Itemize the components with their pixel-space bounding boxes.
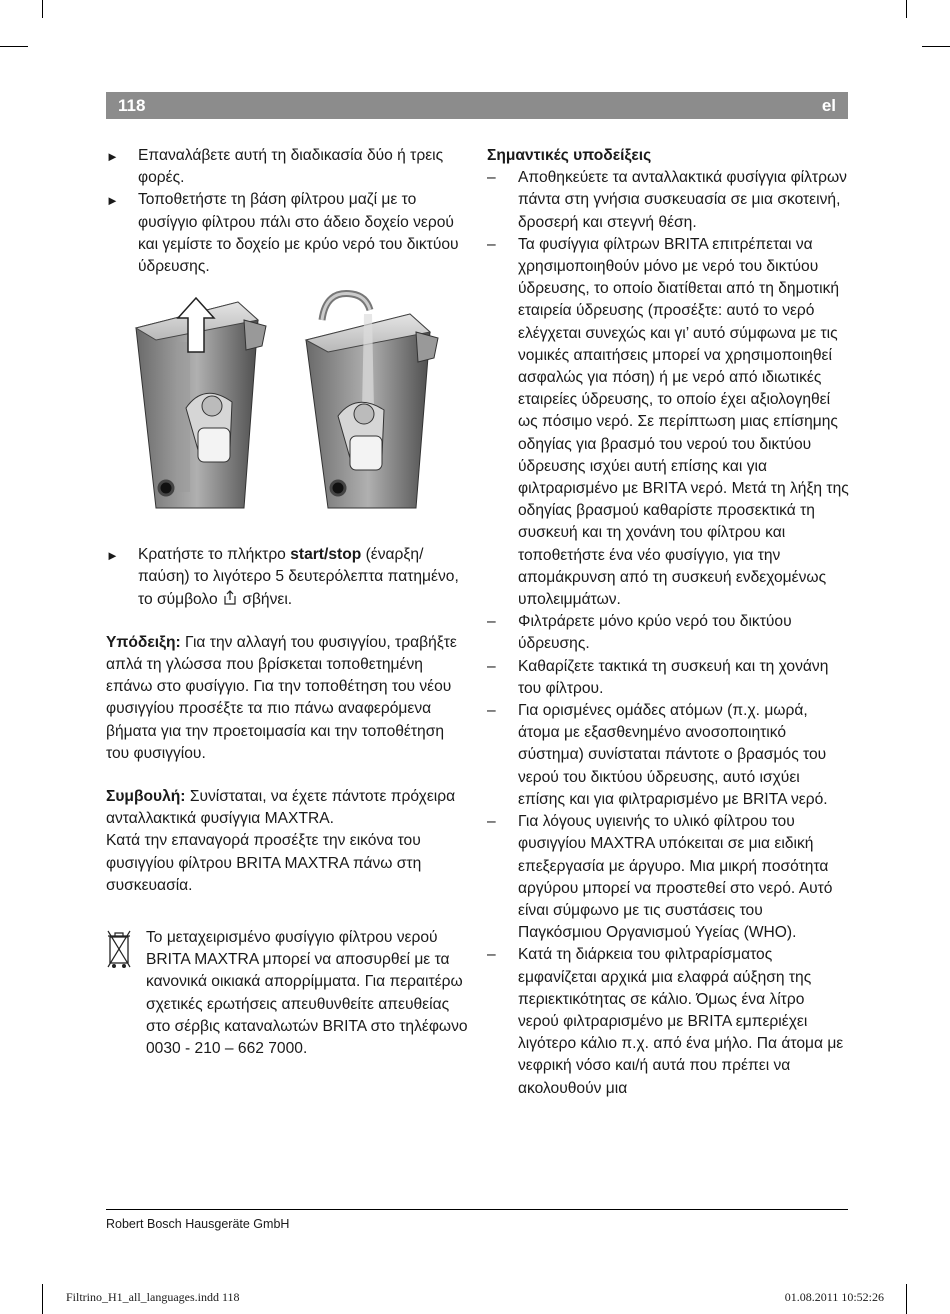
instruction-step (106, 145, 468, 189)
crop-mark (42, 1284, 43, 1314)
tip-text: Συνίσταται, να έχετε πάντοτε πρόχειρα ανταλλακτικά φυσίγγια MAXTRA. (106, 788, 456, 828)
dash: – (487, 702, 496, 720)
step-text: Επαναλάβετε αυτή τη διαδικασία δύο ή τρεις φορές. (138, 147, 444, 187)
list-item (487, 611, 849, 655)
list-item-text: Φιλτράρετε μόνο κρύο νερό του δικτύου ύδρευσης. (518, 613, 792, 653)
page-header-bar (106, 92, 848, 119)
list-item-text: Για ορισμένες ομάδες ατόμων (π.χ. μωρά, άτομα με εξασθενημένο ανοσοποιητικό σύστημα) συνίσταται πάντοτε ο βρασμός του νερού του δικτύου ύδρευσης, αυτό ισχύει επίσης και για φιλτραρισμένο με BRITA νερό. (518, 702, 828, 808)
crop-mark (906, 0, 907, 18)
step-text: Τοποθετήστε τη βάση φίλτρου μαζί με το φυσίγγιο φίλτρου πάλι στο άδειο δοχείο νερού και γεμίστε το δοχείο με κρύο νερό του δικτύου ύδρευσης. (138, 191, 459, 276)
hint-label: Υπόδειξη: (106, 633, 181, 651)
dash: – (487, 946, 496, 964)
dash: – (487, 169, 496, 187)
dash: – (487, 235, 496, 253)
tip-label: Συμβουλή: (106, 788, 186, 806)
instruction-step (106, 544, 468, 611)
list-item (487, 234, 849, 611)
list-item-text: Καθαρίζετε τακτικά τη συσκευή και τη χονάνη του φίλτρου. (518, 657, 829, 697)
instruction-step (106, 189, 468, 278)
step-text-pre: Κρατήστε το πλήκτρο (138, 546, 291, 564)
dash: – (487, 613, 496, 631)
bullet-arrow: ► (106, 548, 119, 564)
dash: – (487, 813, 496, 831)
disposal-note (106, 927, 468, 1060)
step-text-post: σβήνει. (238, 590, 293, 608)
language-code: el (821, 96, 836, 115)
list-item-text: Κατά τη διάρκεια του φιλτραρίσματος εμφανίζεται αρχικά μια ελαφρά αύξηση της περιεκτικότητας σε κάλιο. Όμως ένα λίτρο νερού φιλτραρισμένο με BRITA εμπεριέχει λιγότερο κάλιο π.χ. από ένα μήλο. Πα άτομα με νεφρική νόσο και/ή αυτά που πρέπει να ακολουθούν μια (518, 946, 844, 1097)
start-stop-symbol-icon (222, 590, 238, 606)
filter-illustration (116, 290, 468, 526)
bullet-arrow: ► (106, 193, 119, 209)
crop-mark (906, 1284, 907, 1314)
company-name: Robert Bosch Hausgeräte GmbH (106, 1217, 290, 1231)
hint-text: Για την αλλαγή του φυσιγγίου, τραβήξτε απλά τη γλώσσα που βρίσκεται τοποθετημένη επάνω στο φυσίγγιο. Για την τοποθέτηση του νέου φυσιγγίου προσέξτε τα πιο πάνω αναφερόμενα βήματα για την προετοιμασία και την τοποθέτηση του φυσιγγίου. (106, 633, 457, 762)
list-item (487, 700, 849, 811)
tip-paragraph (106, 786, 468, 830)
crop-mark (0, 46, 28, 47)
step-text (138, 544, 468, 611)
step-text-mid: (έναρξη/παύση) το λιγότερο 5 δευτερόλεπτα πατημένο, το σύμβολο (138, 546, 459, 608)
start-stop-key-label: start/stop (290, 546, 362, 564)
list-item (487, 944, 849, 1099)
page-footer (106, 1209, 848, 1231)
hint-paragraph (106, 632, 468, 765)
dash: – (487, 657, 496, 675)
crop-mark (922, 46, 950, 47)
important-notes-heading: Σημαντικές υποδείξεις (487, 147, 652, 164)
list-item (487, 656, 849, 700)
bullet-arrow: ► (106, 149, 119, 164)
disposal-text: Το μεταχειρισμένο φυσίγγιο φίλτρου νερού BRITA MAXTRA μπορεί να αποσυρθεί με τα κανονικά οικιακά απορρίμματα. Για περαιτέρω σχετικές ερωτήσεις απευθυνθείτε απευθείας στο σέρβις καταναλωτών BRITA στο τηλέφωνο 0030 - 210 – 662 7000. (146, 929, 468, 1058)
list-item-text: Αποθηκεύετε τα ανταλλακτικά φυσίγγια φίλτρων πάντα στη γνήσια συσκευασία σε μια σκοτεινή, δροσερή και στεγνή θέση. (518, 169, 847, 231)
print-slug-date: 01.08.2011 10:52:26 (784, 1290, 884, 1304)
list-item-text: Για λόγους υγιεινής το υλικό φίλτρου του φυσιγγίου MAXTRA υπόκειται σε μια ειδική επεξεργασία με άργυρο. Μια μικρή ποσότητα αργύρου μπορεί να προστεθεί στο νερό. Αυτό είναι σύμφωνο με τις συστάσεις του Παγκόσμιου Οργανισμού Υγείας (WHO). (518, 813, 833, 942)
left-column (106, 145, 468, 1060)
list-item (487, 811, 849, 944)
recycle-bin-icon (106, 927, 146, 1060)
list-item-text: Τα φυσίγγια φίλτρων BRITA επιτρέπεται να χρησιμοποιηθούν μόνο με νερό του δικτύου ύδρευσης, το οποίο διατίθεται από τη δημοτική εταιρεία ύδρευσης (προσέξτε: αυτό το νερό ελέγχεται συνεχώς και γι’ αυτό σύμφωνα με τις νομικές απαιτήσεις μπορεί να χρησιμοποιηθεί ασφαλώς για πόση) ή με νερό από ιδιωτικές εταιρείες ύδρευσης, το οποίο έχει αξιολογηθεί ως πόσιμο νερό. Σε περίπτωση μιας επίσημης οδηγίας για βρασμό του νερού του δικτύου ύδρευσης ισχύει αυτή επίσης και για φιλτραρισμένο με BRITA νερό. Μετά τη λήξη της οδηγίας βρασμού καθαρίστε προσεκτικά τη συσκευή και τη χονάνη του φίλτρου και τοποθετήστε ένα νέο φυσίγγιο, για την απομάκρυνση από τη συσκευή ενδεχομένως υπολειμμάτων. (518, 235, 849, 609)
tip-paragraph-2: Κατά την επαναγορά προσέξτε την εικόνα του φυσιγγίου φίλτρου BRITA MAXTRA πάνω στη συσκευασία. (106, 832, 422, 894)
print-slug-file: Filtrino_H1_all_languages.indd 118 (66, 1290, 240, 1304)
page-number: 118 (118, 96, 146, 115)
list-item (487, 167, 849, 234)
crop-mark (42, 0, 43, 18)
right-column (487, 145, 849, 1100)
